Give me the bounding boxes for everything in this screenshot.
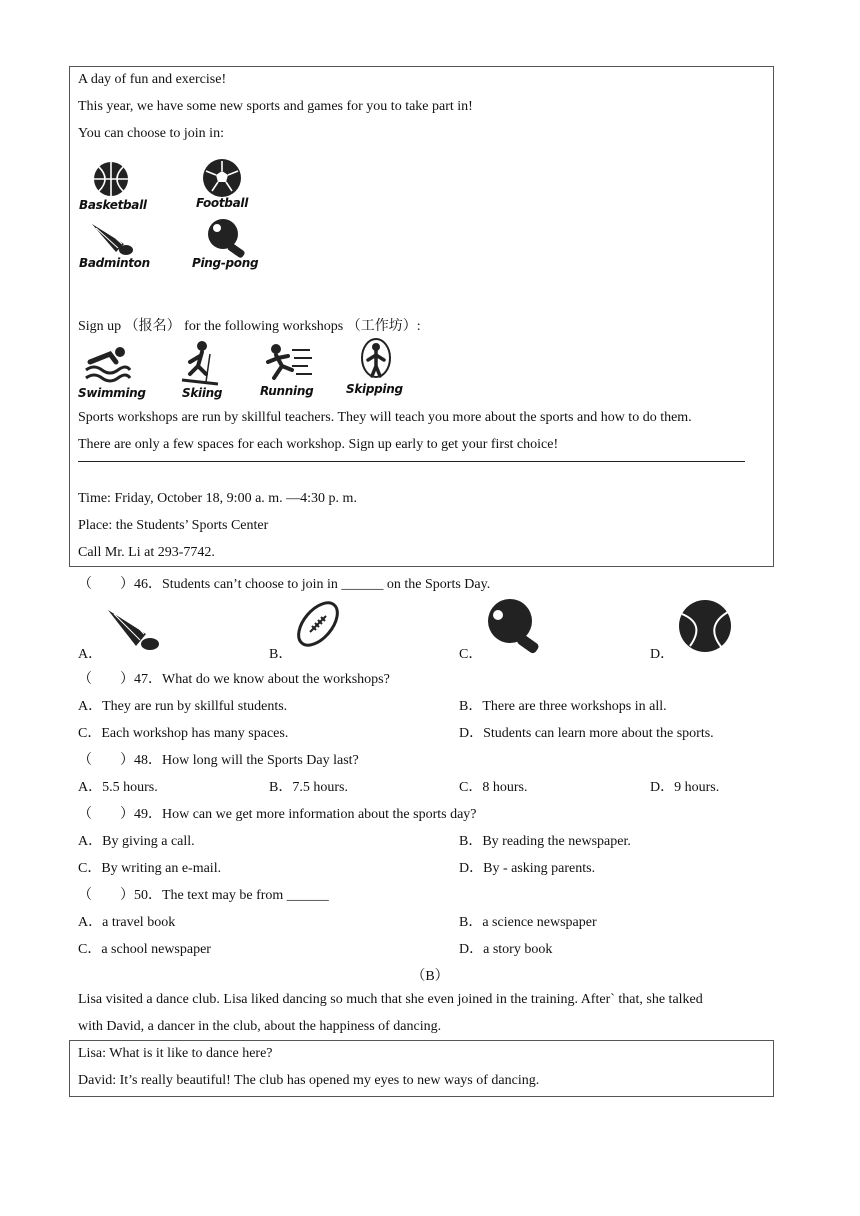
q48-option-d[interactable]: D．9 hours. xyxy=(650,780,720,795)
section-b-paragraph-line-2: with David, a dancer in the club, about the happiness of dancing. xyxy=(78,1019,442,1034)
swimmer-icon xyxy=(82,344,132,384)
notice-title: A day of fun and exercise! xyxy=(78,72,227,87)
q49-option-d[interactable]: D．By - asking parents. xyxy=(459,861,596,876)
ping-pong-paddle-icon xyxy=(203,216,253,258)
q46-option-d[interactable]: D． xyxy=(650,647,675,662)
notice-intro: This year, we have some new sports and games for you to take part in! xyxy=(78,99,473,114)
q48-stem: （ ）48．How long will the Sports Day last? xyxy=(78,753,359,768)
q47-option-d[interactable]: D．Students can learn more about the sports. xyxy=(459,726,714,741)
event-time: Time: Friday, October 18, 9:00 a. m. —4:30 p. m. xyxy=(78,491,357,506)
q48-option-b[interactable]: B．7.5 hours. xyxy=(269,780,348,795)
q50-option-c[interactable]: C．a school newspaper xyxy=(78,942,211,957)
q50-option-a[interactable]: A．a travel book xyxy=(78,915,176,930)
football-icon xyxy=(200,157,244,199)
dialog-line-david: David: It’s really beautiful! The club has opened my eyes to new ways of dancing. xyxy=(78,1073,540,1088)
q49-option-b[interactable]: B．By reading the newspaper. xyxy=(459,834,631,849)
divider-line xyxy=(78,461,745,462)
sport-label-ping-pong: Ping-pong xyxy=(192,256,259,270)
jump-rope-icon xyxy=(356,338,396,382)
shuttlecock-icon xyxy=(86,218,140,258)
workshop-label-swimming: Swimming xyxy=(78,386,146,400)
workshop-label-skiing: Skiing xyxy=(182,386,223,400)
event-call: Call Mr. Li at 293-7742. xyxy=(78,545,215,560)
q48-option-c[interactable]: C．8 hours. xyxy=(459,780,528,795)
runner-icon xyxy=(262,342,314,384)
workshop-spaces-text: There are only a few spaces for each workshop. Sign up early to get your first choice! xyxy=(78,437,559,452)
signup-text: Sign up （报名） for the following workshops （工作坊）: xyxy=(78,319,421,334)
q47-stem: （ ）47．What do we know about the workshops? xyxy=(78,672,390,687)
tennis-ball-icon xyxy=(676,598,734,654)
event-place: Place: the Students’ Sports Center xyxy=(78,518,269,533)
q50-stem: （ ）50．The text may be from ______ xyxy=(78,888,329,903)
shuttlecock-icon xyxy=(104,600,166,654)
workshop-label-skipping: Skipping xyxy=(346,382,403,396)
rugby-ball-icon xyxy=(290,596,346,652)
q50-option-b[interactable]: B．a science newspaper xyxy=(459,915,597,930)
q49-option-a[interactable]: A．By giving a call. xyxy=(78,834,195,849)
sport-label-badminton: Badminton xyxy=(79,256,150,270)
sport-label-football: Football xyxy=(196,196,249,210)
q46-stem: （ ）46．Students can’t choose to join in ______ on the Sports Day. xyxy=(78,577,491,592)
q49-option-c[interactable]: C．By writing an e-mail. xyxy=(78,861,222,876)
skier-icon xyxy=(176,340,222,388)
q50-option-d[interactable]: D．a story book xyxy=(459,942,553,957)
section-b-heading: （B） xyxy=(411,969,449,984)
q47-option-b[interactable]: B．There are three workshops in all. xyxy=(459,699,667,714)
workshop-label-running: Running xyxy=(260,384,314,398)
q46-option-c[interactable]: C． xyxy=(459,647,483,662)
q48-option-a[interactable]: A．5.5 hours. xyxy=(78,780,158,795)
q46-option-b[interactable]: B． xyxy=(269,647,293,662)
section-b-paragraph-line-1: Lisa visited a dance club. Lisa liked dancing so much that she even joined in the training. After` that, she talked xyxy=(78,992,703,1007)
basketball-icon xyxy=(90,160,132,198)
ping-pong-paddle-icon xyxy=(484,597,546,655)
q47-option-a[interactable]: A．They are run by skillful students. xyxy=(78,699,288,714)
workshop-teachers-text: Sports workshops are run by skillful teachers. They will teach you more about the sports and how to do them. xyxy=(78,410,692,425)
sport-label-basketball: Basketball xyxy=(79,198,147,212)
q47-option-c[interactable]: C．Each workshop has many spaces. xyxy=(78,726,289,741)
dialog-line-lisa: Lisa: What is it like to dance here? xyxy=(78,1046,273,1061)
q49-stem: （ ）49．How can we get more information about the sports day? xyxy=(78,807,477,822)
notice-choose: You can choose to join in: xyxy=(78,126,224,141)
q46-option-a[interactable]: A． xyxy=(78,647,103,662)
